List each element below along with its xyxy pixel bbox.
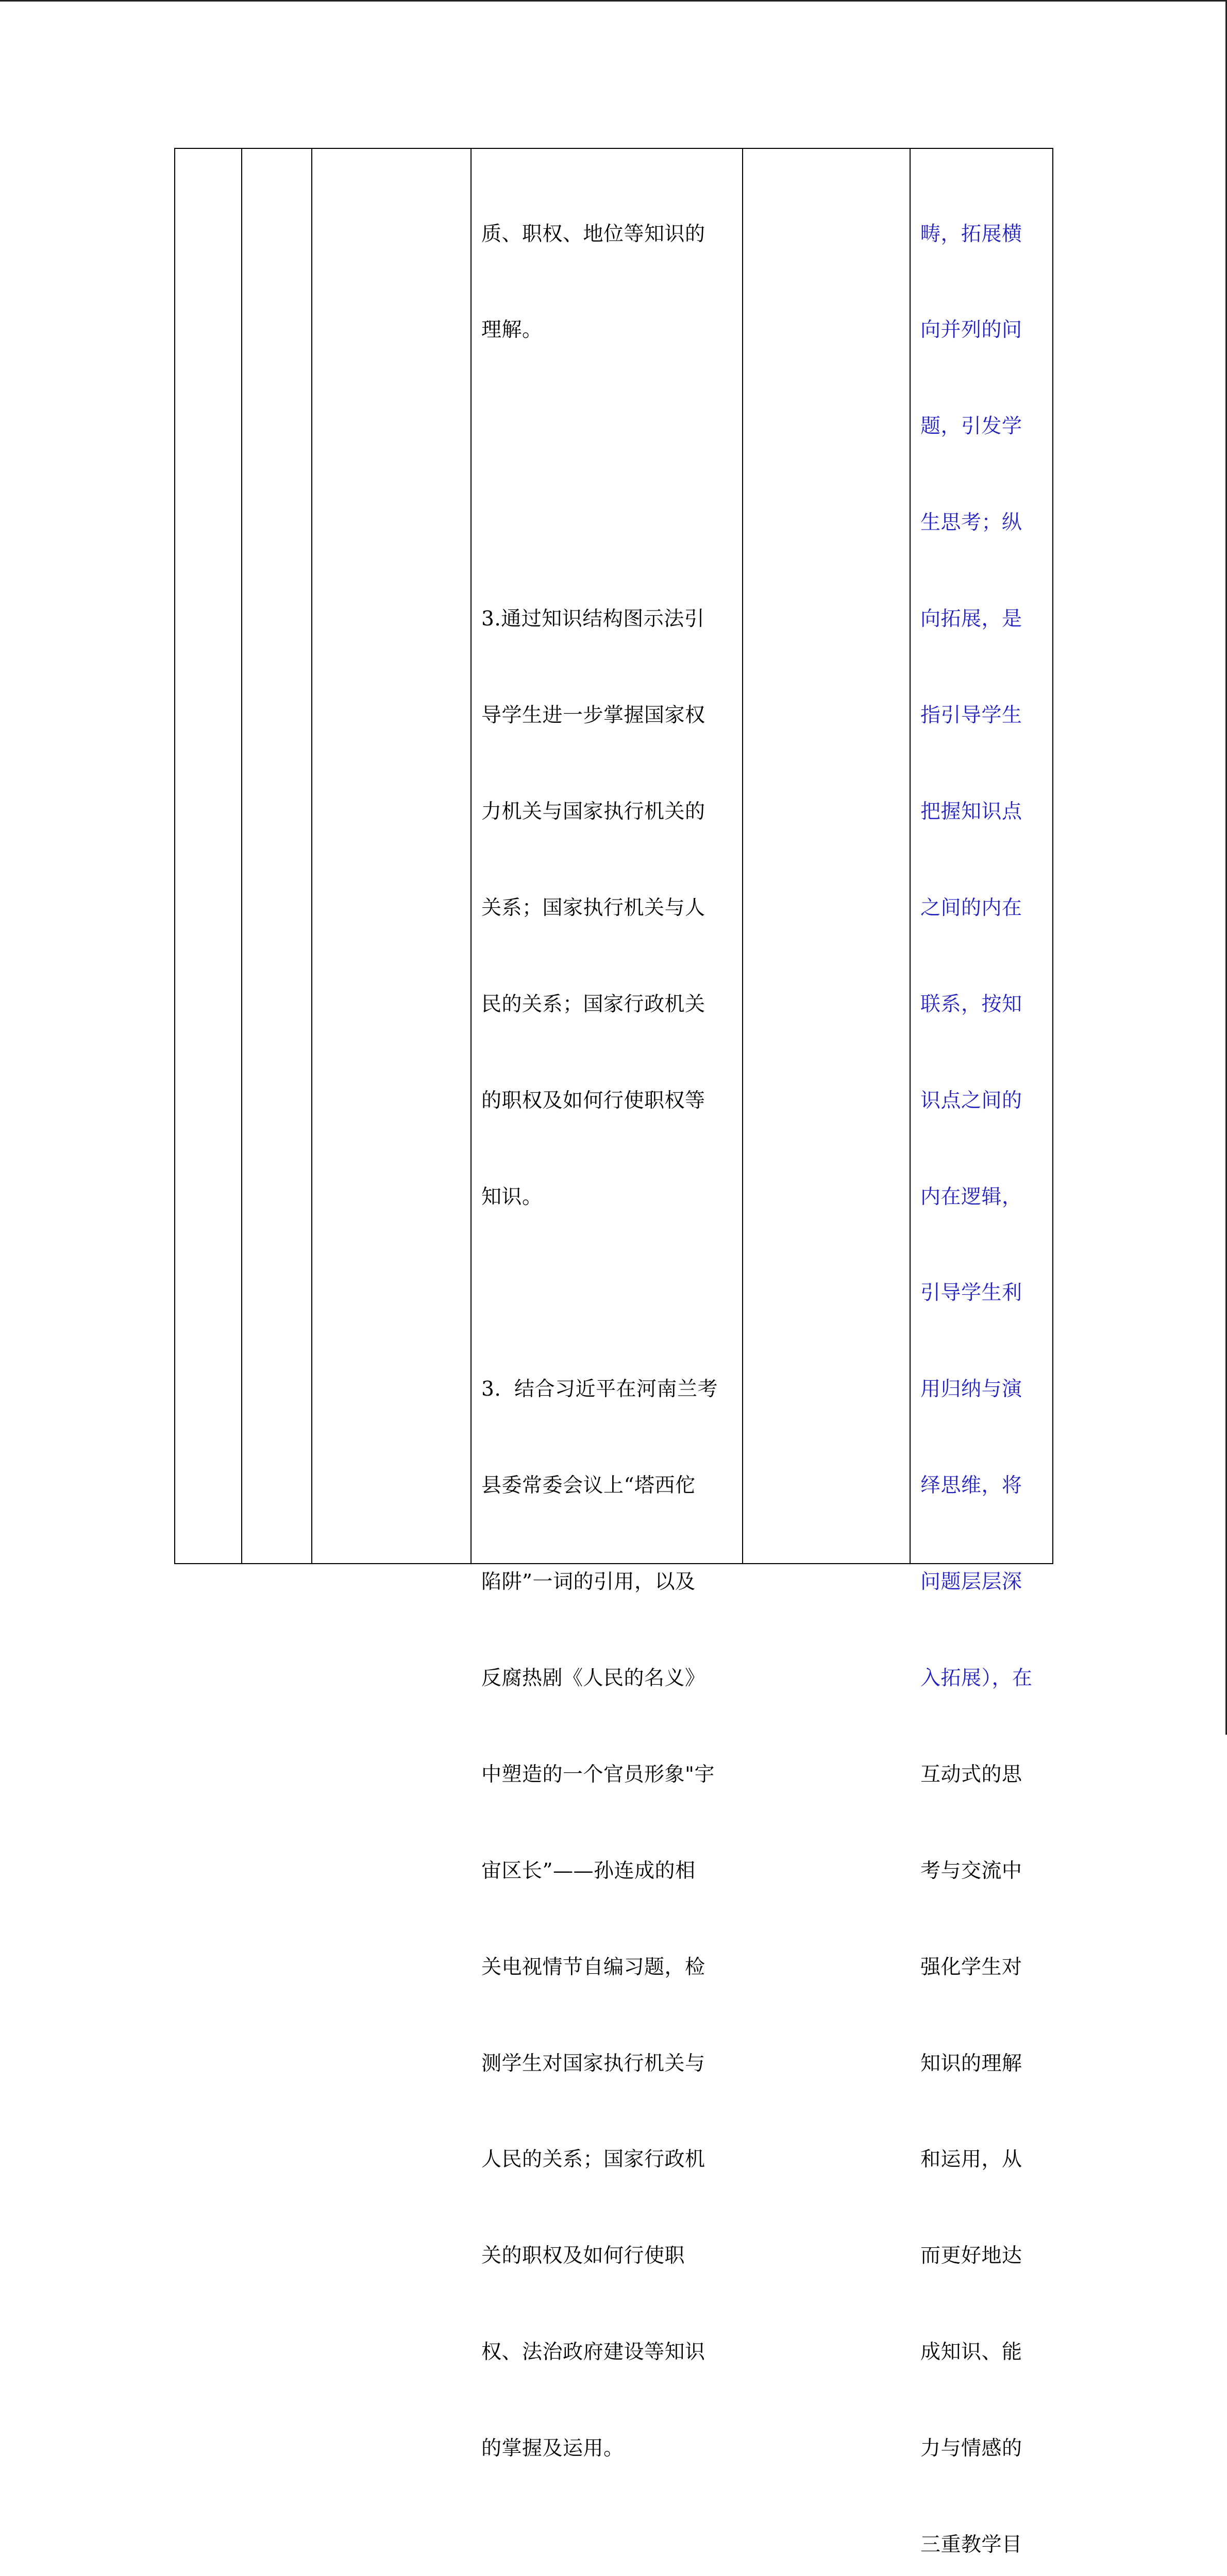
content-line: 权、法治政府建设等知识 — [481, 2341, 705, 2364]
remark-line: 问题层层深 — [920, 1570, 1022, 1594]
remark-line: 和运用，从 — [920, 2148, 1022, 2172]
content-line: 导学生进一步掌握国家权 — [481, 704, 705, 727]
remark-line: 把握知识点 — [920, 800, 1022, 823]
content-line: 测学生对国家执行机关与 — [481, 2052, 705, 2075]
content-line: 力机关与国家执行机关的 — [481, 800, 705, 823]
content-line: 关系；国家执行机关与人 — [481, 896, 705, 920]
column-divider-2 — [311, 149, 312, 1563]
remark-line: 指引导学生 — [920, 704, 1022, 727]
content-line: 县委常委会议上“塔西佗 — [481, 1474, 696, 1498]
remark-line: 识点之间的 — [920, 1089, 1022, 1112]
remark-line: 用归纳与演 — [920, 1378, 1022, 1401]
page-top-edge — [0, 0, 1227, 2]
content-line: 宙区长”——孙连成的相 — [481, 1859, 696, 1883]
remark-line: 考与交流中 — [920, 1859, 1022, 1883]
content-line: 理解。 — [481, 318, 543, 342]
remark-line: 向并列的问 — [920, 318, 1022, 342]
remark-line: 力与情感的 — [920, 2437, 1022, 2461]
remark-line: 绎思维，将 — [920, 1474, 1022, 1498]
remark-line: 入拓展），在 — [920, 1666, 1033, 1690]
content-line: 质、职权、地位等知识的 — [481, 222, 705, 246]
teaching-content-cell — [481, 154, 718, 2576]
remark-line: 畴，拓展横 — [920, 222, 1022, 246]
lesson-plan-table — [174, 148, 1053, 2556]
remark-line: 知识的理解 — [920, 2052, 1022, 2075]
remark-line: 之间的内在 — [920, 896, 1022, 920]
content-line: 的掌握及运用。 — [481, 2437, 624, 2461]
remark-line: 内在逻辑， — [920, 1185, 1022, 1209]
remark-line: 引导学生利 — [920, 1281, 1022, 1305]
content-line: 民的关系；国家行政机关 — [481, 992, 705, 1016]
content-line: 3.通过知识结构图示法引 — [481, 607, 705, 631]
design-intent-cell — [920, 154, 1035, 2576]
remark-line: 成知识、能 — [920, 2341, 1022, 2364]
content-line — [481, 2529, 718, 2561]
content-line: 关电视情节自编习题，检 — [481, 1955, 705, 1979]
remark-line: 而更好地达 — [920, 2244, 1022, 2268]
content-line: 3. 结合习近平在河南兰考 — [481, 1378, 718, 1401]
content-line: 人民的关系；国家行政机 — [481, 2148, 705, 2172]
remark-line: 互动式的思 — [920, 1762, 1022, 1786]
column-divider-1 — [241, 149, 242, 1563]
remark-line: 题，引发学 — [920, 415, 1022, 438]
column-divider-5 — [910, 149, 911, 1563]
column-divider-4 — [742, 149, 743, 1563]
remark-line: 生思考；纵 — [920, 511, 1022, 535]
content-line: 反腐热剧《人民的名义》 — [481, 1666, 705, 1690]
remark-line: 向拓展，是 — [920, 607, 1022, 631]
content-line: 知识。 — [481, 1185, 543, 1209]
content-line: 中塑造的一个官员形象"宇 — [481, 1762, 715, 1786]
remark-line: 三重教学目 — [920, 2533, 1022, 2556]
content-line — [481, 411, 718, 443]
content-line — [481, 507, 718, 539]
column-divider-3 — [470, 149, 472, 1563]
content-line: 的职权及如何行使职权等 — [481, 1089, 705, 1112]
remark-line: 联系，按知 — [920, 992, 1022, 1016]
remark-line: 强化学生对 — [920, 1955, 1022, 1979]
content-line — [481, 1277, 718, 1309]
content-line: 关的职权及如何行使职 — [481, 2244, 685, 2268]
content-line: 陷阱”一词的引用，以及 — [481, 1570, 696, 1594]
